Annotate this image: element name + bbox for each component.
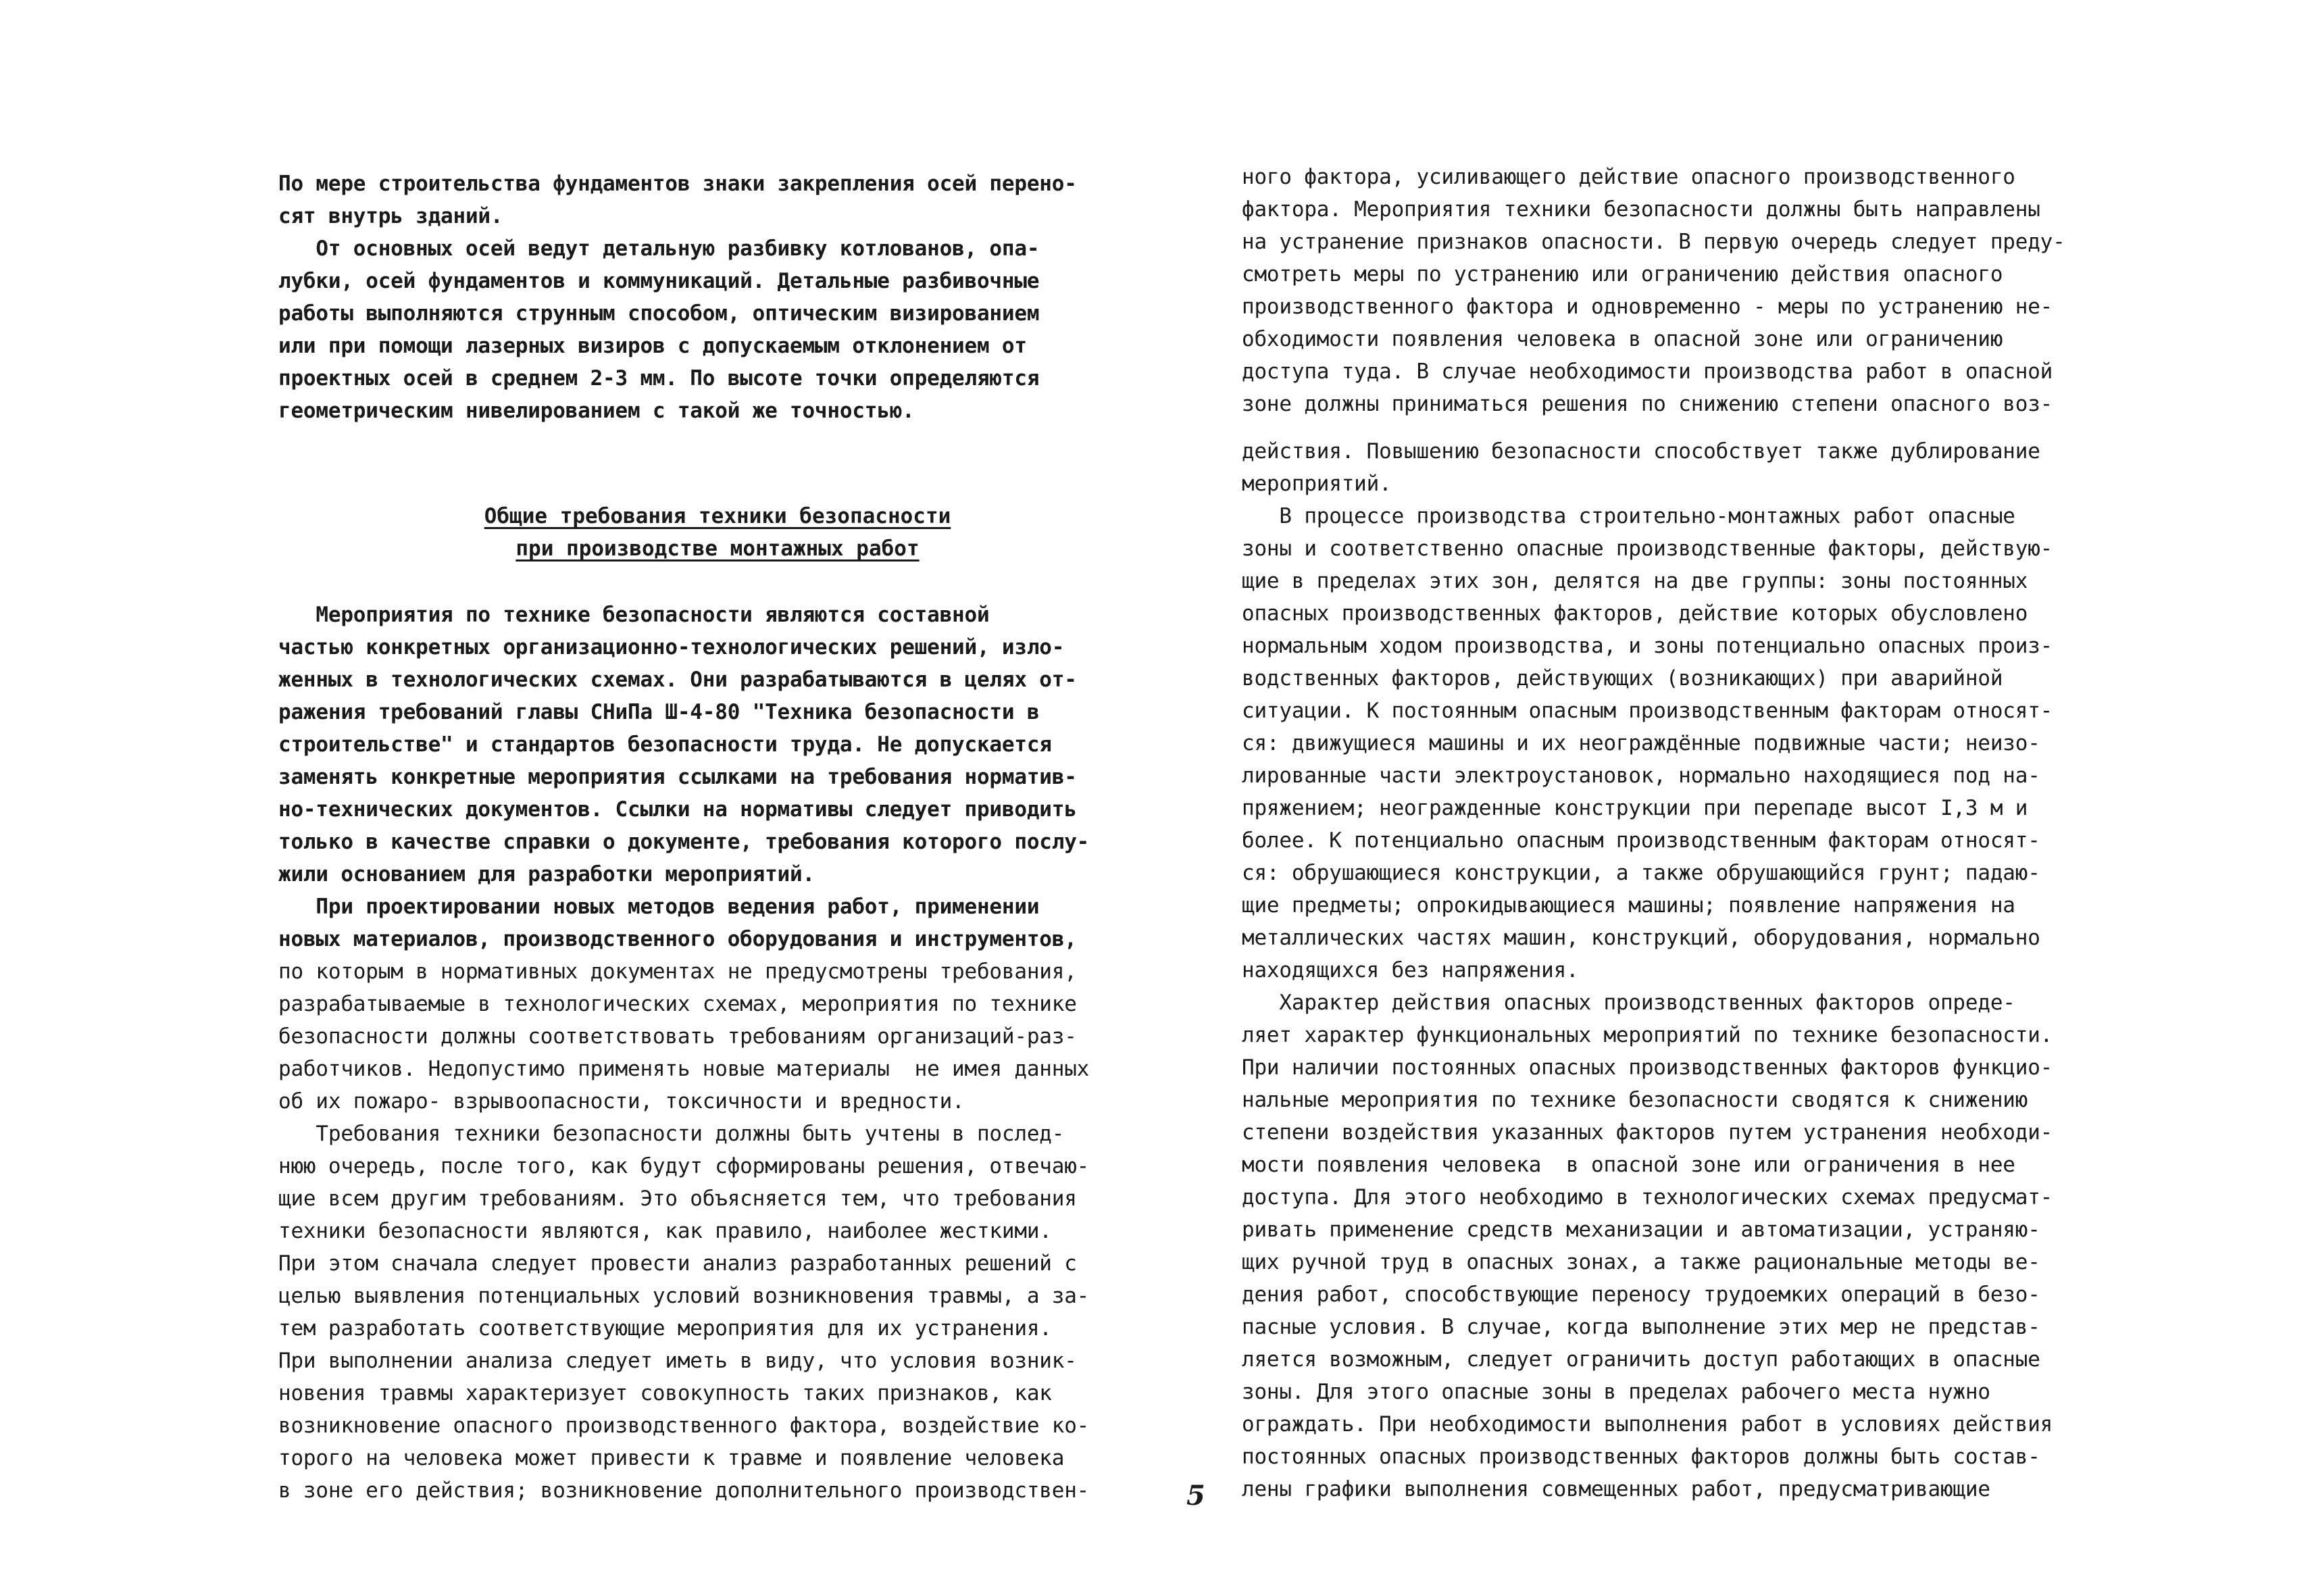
text-line: ляется возможным, следует ограничить доступ работающих в опасные (1242, 1347, 2040, 1372)
page-number: 5 (1186, 1480, 1205, 1512)
text-line: ся: обрушающиеся конструкции, а также обрушающийся грунт; падаю- (1242, 861, 2040, 885)
text-line: жили основанием для разработки мероприятий. (278, 862, 815, 887)
text-line: лубки, осей фундаментов и коммуникаций. Детальные разбивочные (278, 269, 1040, 293)
text-line: При наличии постоянных опасных производственных факторов функцио- (1242, 1055, 2053, 1080)
text-line: нормальным ходом производства, и зоны потенциально опасных произ- (1242, 634, 2053, 658)
text-line: сят внутрь зданий. (278, 204, 503, 228)
text-line: тем разработать соответствующие мероприятия для их устранения. (278, 1316, 1052, 1341)
text-line: только в качестве справки о документе, требования которого послу- (278, 830, 1090, 854)
text-line: пряжением; неогражденные конструкции при перепаде высот I,3 м и (1242, 796, 2028, 820)
text-line: или при помощи лазерных визиров с допускаемым отклонением от (278, 334, 1027, 358)
text-line: В процессе производства строительно-монтажных работ опасные (1242, 504, 2015, 528)
text-line: От основных осей ведут детальную разбивку котлованов, опа- (278, 236, 1040, 261)
text-line: безопасности должны соответствовать требованиям организаций-раз- (278, 1024, 1077, 1049)
text-line: геометрическим нивелированием с такой же точностью. (278, 399, 915, 423)
text-line: новения травмы характеризует совокупность таких признаков, как (278, 1381, 1052, 1405)
text-line: Мероприятия по технике безопасности являются составной (278, 603, 990, 627)
text-line: женных в технологических схемах. Они разрабатываются в целях от- (278, 668, 1077, 692)
text-line: нальные мероприятия по технике безопасности сводятся к снижению (1242, 1088, 2028, 1112)
text-line: техники безопасности являются, как правило, наиболее жесткими. (278, 1219, 1052, 1243)
text-line: производственного фактора и одновременно - меры по устранению не- (1242, 295, 2053, 319)
text-line: разрабатываемые в технологических схемах, мероприятия по технике (278, 992, 1077, 1016)
text-line: доступа. Для этого необходимо в технологических схемах предусмат- (1242, 1185, 2053, 1210)
text-line: Характер действия опасных производственных факторов опреде- (1242, 991, 2015, 1015)
text-line: работы выполняются струнным способом, оптическим визированием (278, 301, 1040, 326)
text-line: ного фактора, усиливающего действие опасного производственного (1242, 165, 2015, 189)
text-line: но-технических документов. Ссылки на нормативы следует приводить (278, 797, 1077, 822)
text-line: зоны и соответственно опасные производственные факторы, действую- (1242, 537, 2053, 561)
text-line: постоянных опасных производственных факторов должны быть состав- (1242, 1445, 2040, 1469)
text-line: нюю очередь, после того, как будут сформированы решения, отвечаю- (278, 1154, 1090, 1178)
text-line: водственных факторов, действующих (возникающих) при аварийной (1242, 666, 2003, 691)
text-line: ся: движущиеся машины и их неограждённые подвижные части; неизо- (1242, 731, 2040, 755)
text-line: При выполнении анализа следует иметь в виду, что условия возник- (278, 1349, 1077, 1373)
text-line: степени воздействия указанных факторов путем устранения необходи- (1242, 1120, 2053, 1145)
text-line: щие всем другим требованиям. Это объясняется тем, что требования (278, 1187, 1077, 1211)
text-line: обходимости появления человека в опасной зоне или ограничению (1242, 327, 2003, 351)
text-line: в зоне его действия; возникновение дополнительного производствен- (278, 1478, 1090, 1503)
text-line: мероприятий. (1242, 472, 1392, 496)
text-line: заменять конкретные мероприятия ссылками на требования норматив- (278, 765, 1077, 789)
text-line: щих ручной труд в опасных зонах, а также рациональные методы ве- (1242, 1250, 2040, 1274)
text-line: работчиков. Недопустимо применять новые материалы не имея данных (278, 1057, 1090, 1081)
text-line: смотреть меры по устранению или ограничению действия опасного (1242, 262, 2003, 286)
text-line: более. К потенциально опасным производственным факторам относят- (1242, 828, 2040, 853)
section-heading-line-2: при производстве монтажных работ (515, 537, 920, 561)
text-line: ляет характер функциональных мероприятий по технике безопасности. (1242, 1023, 2053, 1047)
text-line: мости появления человека в опасной зоне или ограничения в нее (1242, 1153, 2015, 1177)
text-line: на устранение признаков опасности. В первую очередь следует преду- (1242, 230, 2065, 254)
text-line: проектных осей в среднем 2-3 мм. По высоте точки определяются (278, 366, 1040, 391)
text-line: опасных производственных факторов, действие которых обусловлено (1242, 601, 2028, 626)
text-line: лены графики выполнения совмещенных работ, предусматривающие (1242, 1477, 1990, 1501)
text-line: возникновение опасного производственного фактора, воздействие ко- (278, 1414, 1090, 1438)
text-line: ограждать. При необходимости выполнения работ в условиях действия (1242, 1412, 2053, 1437)
text-line: частью конкретных организационно-технологических решений, изло- (278, 635, 1065, 659)
text-line: щие предметы; опрокидывающиеся машины; появление напряжения на (1242, 893, 2015, 918)
text-line: зоне должны приниматься решения по снижению степени опасного воз- (1242, 392, 2053, 416)
text-line: ражения требований главы СНиПа Ш-4-80 "Техника безопасности в (278, 700, 1040, 724)
text-line: пасные условия. В случае, когда выполнение этих мер не представ- (1242, 1315, 2040, 1339)
text-line: ривать применение средств механизации и автоматизации, устраняю- (1242, 1218, 2040, 1242)
text-line: фактора. Мероприятия техники безопасности должны быть направлены (1242, 197, 2040, 222)
text-line: дения работ, способствующие переносу трудоемких операций в безо- (1242, 1282, 2040, 1307)
text-line: строительстве" и стандартов безопасности труда. Не допускается (278, 732, 1052, 757)
text-line: При этом сначала следует провести анализ разработанных решений с (278, 1251, 1077, 1276)
text-line: ситуации. К постоянным опасным производственным факторам относят- (1242, 699, 2053, 723)
text-line: доступа туда. В случае необходимости производства работ в опасной (1242, 359, 2053, 384)
text-line: зоны. Для этого опасные зоны в пределах рабочего места нужно (1242, 1380, 1990, 1404)
section-heading-line-1: Общие требования техники безопасности (484, 504, 951, 528)
text-line: лированные части электроустановок, нормально находящиеся под на- (1242, 764, 2040, 788)
text-line: При проектировании новых методов ведения работ, применении (278, 895, 1040, 919)
text-line: По мере строительства фундаментов знаки закрепления осей перено- (278, 172, 1077, 196)
text-line: торого на человека может привести к травме и появление человека (278, 1446, 1065, 1470)
text-line: щие в пределах этих зон, делятся на две группы: зоны постоянных (1242, 569, 2028, 593)
text-line: находящихся без напряжения. (1242, 958, 1579, 982)
text-line: металлических частях машин, конструкций, оборудования, нормально (1242, 926, 2040, 950)
text-line: по которым в нормативных документах не предусмотрены требования, (278, 959, 1077, 984)
text-line: об их пожаро- взрывоопасности, токсичности и вредности. (278, 1089, 965, 1114)
text-line: действия. Повышению безопасности способствует также дублирование (1242, 439, 2040, 464)
text-line: новых материалов, производственного оборудования и инструментов, (278, 927, 1077, 951)
text-line: целью выявления потенциальных условий возникновения травмы, а за- (278, 1284, 1090, 1308)
text-line: Требования техники безопасности должны быть учтены в послед- (278, 1122, 1065, 1146)
